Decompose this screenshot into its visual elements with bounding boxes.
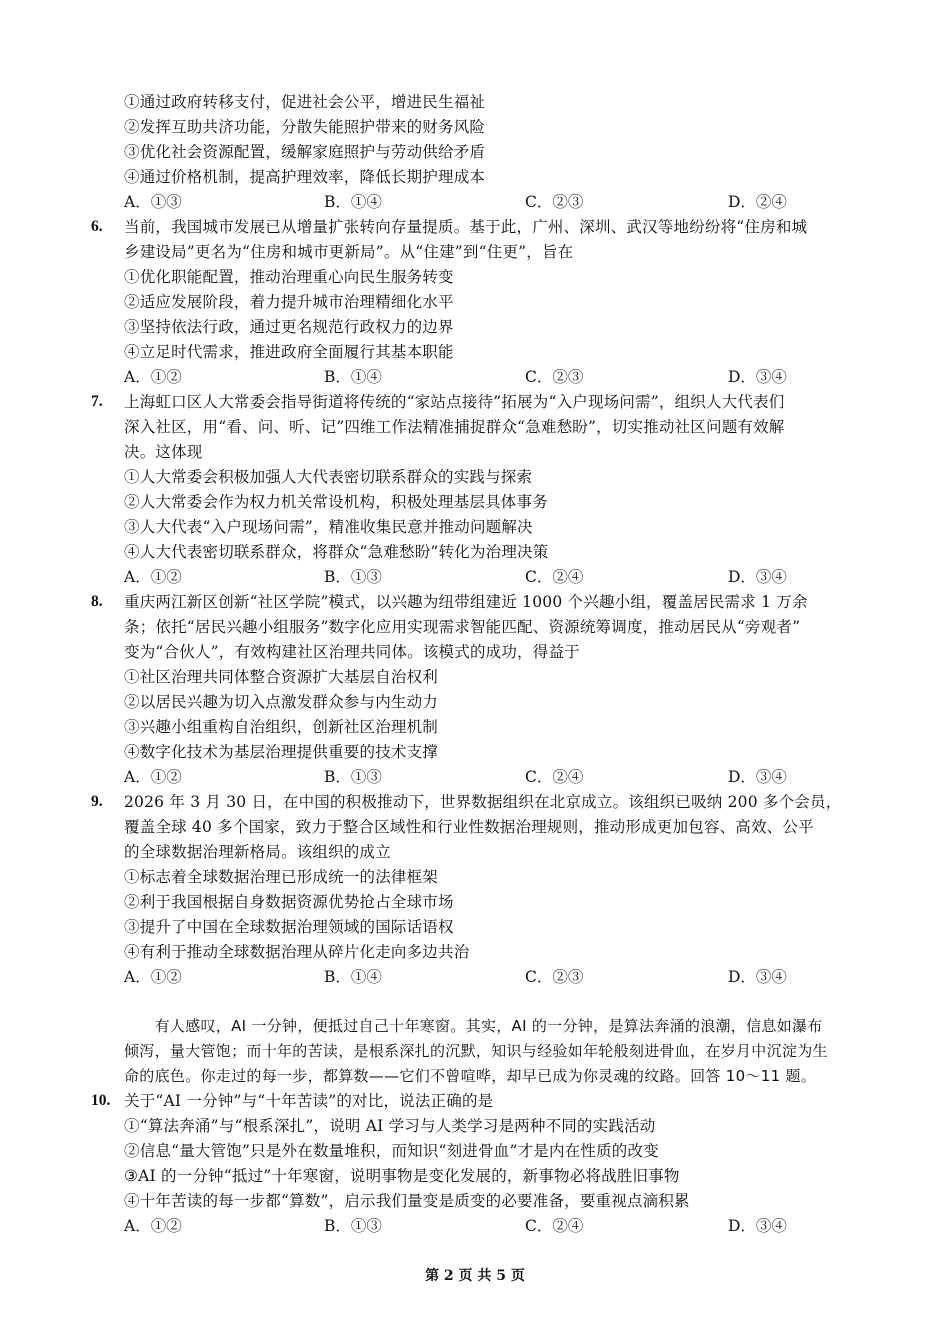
q7-choices [124, 566, 824, 588]
q7-stem-line-2: 深入社区，用“看、问、听、记”四维工作法精准捕捉群众“急难愁盼”，切实推动社区问题有效解 [124, 418, 785, 436]
q6-option-4: ④立足时代需求，推进政府全面履行其基本职能 [124, 343, 454, 361]
q6-choice-a: A．①② [124, 368, 182, 386]
q10-option-2: ②信息“量大管饱”只是外在数量堆积，而知识“刻进骨血”才是内在性质的改变 [124, 1142, 659, 1160]
q8-number: 8. [91, 593, 103, 610]
q10-choices [124, 1215, 824, 1237]
q6-choice-b: B．①④ [324, 368, 382, 386]
q7-option-3: ③人大代表“入户现场问需”，精准收集民意并推动问题解决 [124, 518, 533, 536]
q8-choices [124, 766, 824, 788]
q10-stem-line-1: 关于“AI 一分钟”与“十年苦读”的对比，说法正确的是 [124, 1092, 494, 1110]
q7-option-1: ①人大常委会积极加强人大代表密切联系群众的实践与探索 [124, 468, 533, 486]
q5-choice-d: D．②④ [728, 193, 787, 211]
q9-choice-c: C．②③ [525, 968, 584, 986]
q10-choice-d: D．③④ [728, 1217, 787, 1235]
q6-option-1: ①优化职能配置，推动治理重心向民生服务转变 [124, 268, 454, 286]
q5-choice-c: C．②③ [525, 193, 584, 211]
q9-stem-line-1: 2026 年 3 月 30 日，在中国的积极推动下，世界数据组织在北京成立。该组织已吸纳 200 多个会员， [124, 793, 842, 811]
q7-option-2: ②人大常委会作为权力机关常设机构，积极处理基层具体事务 [124, 493, 548, 511]
q10-choice-b: B．①③ [324, 1217, 382, 1235]
q8-choice-c: C．②④ [525, 768, 584, 786]
q10-number: 10. [91, 1092, 111, 1109]
q6-option-3: ③坚持依法行政，通过更名规范行政权力的边界 [124, 318, 454, 336]
q9-choice-d: D．③④ [728, 968, 787, 986]
passage-line-3: 命的底色。你走过的每一步，都算数——它们不曾喧哗，却早已成为你灵魂的纹路。回答 10～11 题。 [124, 1067, 817, 1085]
q5-choice-b: B．①④ [324, 193, 382, 211]
q9-option-2: ②利于我国根据自身数据资源优势抢占全球市场 [124, 893, 454, 911]
q5-option-2: ②发挥互助共济功能，分散失能照护带来的财务风险 [124, 118, 486, 136]
q7-choice-d: D．③④ [728, 568, 787, 586]
q5-choices [124, 191, 824, 213]
q8-stem-line-2: 条；依托“居民兴趣小组服务”数字化应用实现需求智能匹配、资源统筹调度，推动居民从“旁观者” [124, 618, 801, 636]
q6-stem-line-2: 乡建设局”更名为“住房和城市更新局”。从“住建”到“住更”，旨在 [124, 243, 574, 261]
q8-option-2: ②以居民兴趣为切入点激发群众参与内生动力 [124, 693, 439, 711]
q8-option-1: ①社区治理共同体整合资源扩大基层自治权利 [124, 668, 439, 686]
page-footer: 第 2 页 共 5 页 [425, 1268, 525, 1284]
q5-option-4: ④通过价格机制，提高护理效率，降低长期护理成本 [124, 168, 486, 186]
q10-option-1: ①“算法奔涌”与“根系深扎”，说明 AI 学习与人类学习是两种不同的实践活动 [124, 1117, 656, 1135]
q10-choice-a: A．①② [124, 1217, 182, 1235]
q6-stem-line-1: 当前，我国城市发展已从增量扩张转向存量提质。基于此，广州、深圳、武汉等地纷纷将“住房和城 [124, 218, 808, 236]
q9-option-4: ④有利于推动全球数据治理从碎片化走向多边共治 [124, 943, 470, 961]
q8-choice-d: D．③④ [728, 768, 787, 786]
q7-choice-c: C．②④ [525, 568, 584, 586]
q7-choice-b: B．①③ [324, 568, 382, 586]
q9-stem-line-2: 覆盖全球 40 多个国家，致力于整合区域性和行业性数据治理规则，推动形成更加包容、高效、公平 [124, 818, 814, 836]
q8-option-3: ③兴趣小组重构自治组织，创新社区治理机制 [124, 718, 439, 736]
q7-number: 7. [91, 393, 103, 410]
q8-stem-line-3: 变为“合伙人”，有效构建社区治理共同体。该模式的成功，得益于 [124, 643, 580, 661]
passage-line-2: 倾泻，量大管饱；而十年的苦读，是根系深扎的沉默，知识与经验如年轮般刻进骨血，在岁月中沉淀为生 [124, 1042, 828, 1060]
q10-choice-c: C．②④ [525, 1217, 584, 1235]
q8-stem-line-1: 重庆两江新区创新“社区学院”模式，以兴趣为纽带组建近 1000 个兴趣小组，覆盖居民需求 1 万余 [124, 593, 808, 611]
q8-choice-b: B．①③ [324, 768, 382, 786]
passage-line-1: 有人感叹，AI 一分钟，便抵过自己十年寒窗。其实，AI 的一分钟，是算法奔涌的浪潮，信息如瀑布 [124, 1017, 823, 1035]
q5-option-1: ①通过政府转移支付，促进社会公平，增进民生福祉 [124, 93, 486, 111]
q9-choice-b: B．①④ [324, 968, 382, 986]
q9-stem-line-3: 的全球数据治理新格局。该组织的成立 [124, 843, 391, 861]
q6-option-2: ②适应发展阶段，着力提升城市治理精细化水平 [124, 293, 454, 311]
q6-choices [124, 366, 824, 388]
q9-option-3: ③提升了中国在全球数据治理领域的国际话语权 [124, 918, 454, 936]
q8-choice-a: A．①② [124, 768, 182, 786]
q6-choice-d: D．③④ [728, 368, 787, 386]
q9-number: 9. [91, 793, 103, 810]
q6-choice-c: C．②③ [525, 368, 584, 386]
q7-stem-line-1: 上海虹口区人大常委会指导街道将传统的“家站点接待”拓展为“入户现场问需”，组织人大代表们 [124, 393, 785, 411]
q7-choice-a: A．①② [124, 568, 182, 586]
q6-number: 6. [91, 218, 103, 235]
q10-option-4: ④十年苦读的每一步都“算数”，启示我们量变是质变的必要准备，要重视点滴积累 [124, 1192, 690, 1210]
q5-option-3: ③优化社会资源配置，缓解家庭照护与劳动供给矛盾 [124, 143, 486, 161]
q9-choice-a: A．①② [124, 968, 182, 986]
q10-option-3: ③AI 的一分钟“抵过”十年寒窗，说明事物是变化发展的，新事物必将战胜旧事物 [124, 1167, 680, 1185]
q5-choice-a: A．①③ [124, 193, 182, 211]
q7-stem-line-3: 决。这体现 [124, 443, 203, 461]
q9-option-1: ①标志着全球数据治理已形成统一的法律框架 [124, 868, 439, 886]
q8-option-4: ④数字化技术为基层治理提供重要的技术支撑 [124, 743, 439, 761]
q9-choices [124, 966, 824, 988]
q7-option-4: ④人大代表密切联系群众，将群众“急难愁盼”转化为治理决策 [124, 543, 549, 561]
